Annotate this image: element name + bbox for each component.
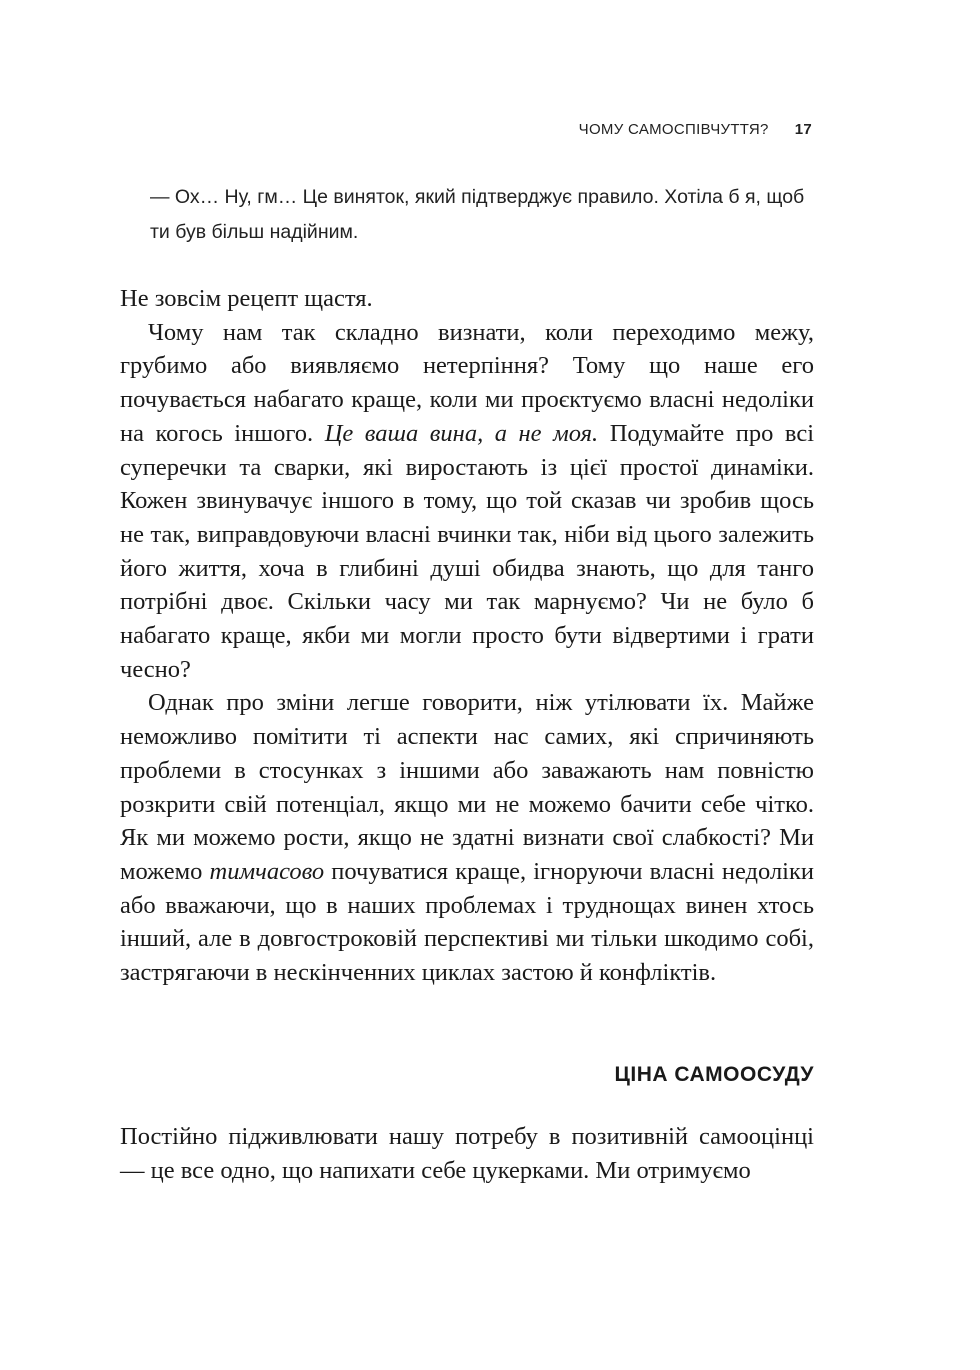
body-text [120, 282, 814, 990]
paragraph-3 [120, 686, 814, 989]
running-head [579, 121, 812, 138]
dialogue-line: — Ох… Ну, гм… Це виняток, який підтверджує правило. Хотіла б я, щоб ти був більш надійним. [150, 186, 805, 243]
page-number: 17 [794, 121, 812, 138]
paragraph-3-emphasis: тимчасово [209, 857, 325, 885]
paragraph-2-text-a: Чому нам так складно визнати, коли переходимо межу, грубимо або виявляємо нетерпіння? Тому що наше его почувається набагато краще, коли ми проєктуємо власні недоліки на когось іншого. [120, 318, 814, 447]
paragraph-2-emphasis: Це ваша вина, а не моя. [324, 419, 599, 447]
paragraph-2-text-b: Подумайте про всі суперечки та сварки, які виростають із цієї простої динаміки. Кожен звинувачує іншого в тому, що той сказав чи зробив щось не так, виправдовуючи власні вчинки так, ніби від цього залежить його життя, хоча в глибині душі обидва знають, що для танго потрібні двоє. Скільки часу ми так марнуємо? Чи не було б набагато краще, якби ми могли просто бути відвертими і грати чесно? [120, 419, 814, 683]
section-body-text [120, 1120, 814, 1187]
paragraph-1-text: Не зовсім рецепт щастя. [120, 285, 373, 312]
dialogue-block [150, 180, 820, 250]
paragraph-1 [120, 282, 814, 316]
paragraph-3-text-a: Однак про зміни легше говорити, ніж утілювати їх. Майже неможливо помітити ті аспекти нас самих, які спричиняють проблеми в стосунках з іншими або заважають нам повністю розкрити свій потенціал, якщо ми не можемо бачити себе чітко. Як ми можемо рости, якщо не здатні визнати свої слабкості? Ми можемо [120, 689, 814, 885]
paragraph-3-text-b: почуватися краще, ігноруючи власні недоліки або вважаючи, що в наших проблемах і труднощах винен хтось інший, але в довгостроковій перспективі ми тільки шкодимо собі, застрягаючи в нескінченних циклах застою й конфліктів. [120, 857, 814, 987]
section-paragraph-1-text: Постійно підживлювати нашу потребу в позитивній самооцінці — це все одно, що напихати себе цукерками. Ми отримуємо [120, 1123, 814, 1184]
section-heading: ЦІНА САМООСУДУ [614, 1063, 814, 1086]
paragraph-2 [120, 316, 814, 687]
running-title: ЧОМУ САМОСПІВЧУТТЯ? [578, 121, 769, 138]
section-paragraph-1 [120, 1120, 814, 1187]
